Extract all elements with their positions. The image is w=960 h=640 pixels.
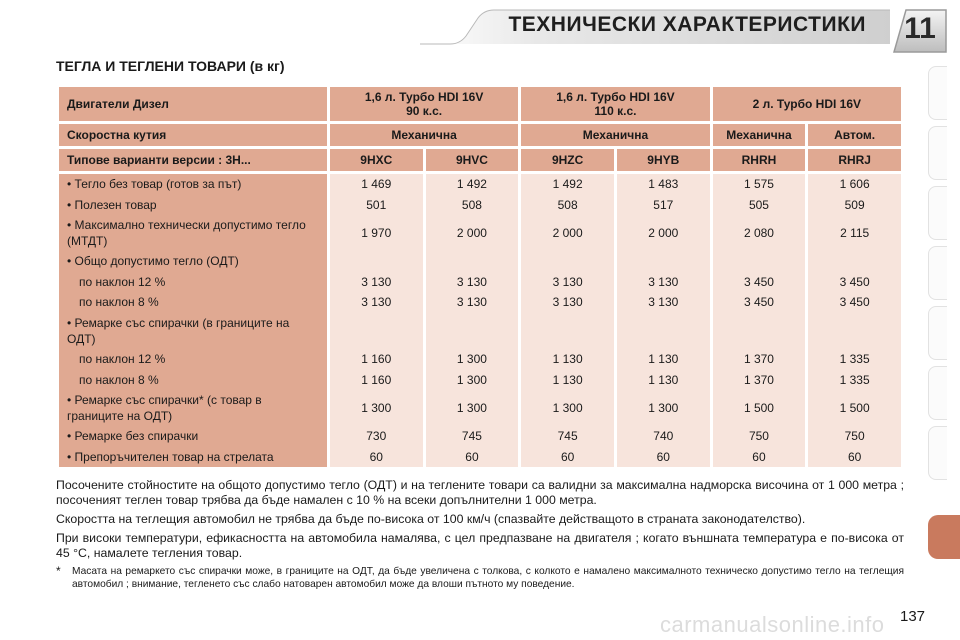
notes-block: [56, 478, 904, 591]
table-cell-value: 3 130: [456, 295, 487, 310]
table-cell-value: 501: [366, 197, 387, 212]
table-cell-value: 1 483: [648, 177, 679, 191]
table-cell-value: 1 575: [743, 177, 774, 191]
engine-power: 110 к.с.: [594, 104, 637, 118]
table-cell-value: 1 970: [361, 226, 392, 241]
table-cell-value: [719, 251, 800, 272]
table-cell-value: 1 606: [839, 177, 870, 191]
table-cell-value: 1 300: [552, 401, 583, 416]
table-cell-value: 508: [557, 197, 578, 212]
side-tab: [928, 366, 947, 420]
table-cell-value: [719, 313, 800, 349]
variant-cell: 9HZC: [521, 149, 614, 171]
table-cell-value: 3 130: [361, 274, 392, 289]
gearbox-cell: Механична: [330, 124, 518, 146]
table-cell-value: 1 130: [648, 351, 679, 366]
table-cell-value: 3 130: [648, 295, 679, 310]
table-cell-value: 1 160: [361, 372, 392, 387]
table-cell-value: 1 300: [456, 351, 487, 366]
table-cell-value: 745: [461, 429, 482, 444]
engine-name: 1,6 л. Турбо HDI 16V: [556, 90, 675, 104]
table-cell-value: 3 130: [552, 295, 583, 310]
engine-cell: [521, 87, 709, 121]
side-tab: [928, 306, 947, 360]
table-cell-value: 60: [465, 449, 479, 464]
engine-cell: [713, 87, 901, 121]
engine-label: Двигатели Дизел: [59, 87, 327, 121]
table-cell-value: 1 492: [552, 177, 583, 191]
variant-cell: RHRH: [713, 149, 806, 171]
row-label: по наклон 12 %: [79, 351, 166, 366]
chapter-title: ТЕХНИЧЕСКИ ХАРАКТЕРИСТИКИ: [508, 13, 866, 36]
watermark: carmanualsonline.info: [660, 612, 885, 637]
table-cell-value: 2 115: [840, 226, 870, 241]
engine-cell: [330, 87, 518, 121]
table-cell-value: 1 492: [456, 177, 487, 191]
table-cell-value: 3 450: [839, 274, 870, 289]
table-cell-value: 1 335: [839, 351, 870, 366]
note-paragraph: Скоростта на теглещия автомобил не трябва да бъде по-висока от 100 км/ч (спазвайте действащото в страната законодателство).: [56, 512, 806, 526]
gearbox-cell: Автом.: [808, 124, 901, 146]
table-cell-value: 1 500: [839, 401, 870, 416]
variant-cell: RHRJ: [808, 149, 901, 171]
gearbox-cell: Механична: [521, 124, 709, 146]
table-cell-value: [527, 251, 608, 272]
table-cell-value: 3 130: [456, 274, 487, 289]
value-column: [713, 174, 806, 467]
row-label: • Ремарке със спирачки* (с товар в границите на ОДТ): [67, 393, 262, 424]
row-label: • Ремарке със спирачки (в границите на ОДТ): [67, 315, 290, 346]
row-label: по наклон 8 %: [79, 295, 159, 310]
side-tab-strip: [928, 66, 960, 586]
table-cell-value: 1 300: [361, 401, 392, 416]
table-cell-value: [814, 313, 895, 349]
value-column: [330, 174, 423, 467]
variant-cell: 9HVC: [426, 149, 519, 171]
table-cell-value: [623, 313, 704, 349]
row-labels: [59, 174, 327, 467]
gearbox-cell: Механична: [713, 124, 806, 146]
table-cell-value: 60: [560, 449, 575, 464]
side-tab-active: [928, 515, 960, 559]
side-tab: [928, 426, 947, 480]
table-cell-value: 1 300: [648, 401, 679, 416]
table-cell-value: [336, 251, 417, 272]
value-column: [617, 174, 710, 467]
table-cell-value: 3 130: [552, 274, 583, 289]
weights-table: [56, 84, 904, 470]
footnote-mark: *: [56, 564, 61, 578]
gearbox-row: [59, 124, 901, 146]
table-cell-value: 2 000: [648, 226, 679, 241]
table-cell-value: 1 130: [648, 372, 679, 387]
table-cell-value: 740: [653, 429, 674, 444]
value-column: [808, 174, 901, 467]
value-column: [426, 174, 519, 467]
row-label: • Тегло без товар (готов за път): [67, 177, 242, 191]
engine-name: 2 л. Турбо HDI 16V: [752, 97, 862, 111]
table-cell-value: [527, 313, 608, 349]
table-cell-value: 3 450: [743, 274, 774, 289]
table-cell-value: 1 370: [743, 372, 774, 387]
side-tab: [928, 66, 947, 120]
table-cell-value: 1 160: [361, 351, 392, 366]
table-cell-value: 3 130: [648, 274, 679, 289]
table-cell-value: 60: [656, 449, 670, 464]
table-cell-value: 1 469: [361, 177, 392, 191]
row-label: по наклон 12 %: [79, 274, 166, 289]
table-cell-value: [432, 313, 513, 349]
page-number: 137: [900, 608, 926, 625]
table-cell-value: 750: [748, 429, 769, 444]
row-label: • Общо допустимо тегло (ОДТ): [67, 254, 239, 269]
table-cell-value: 1 300: [456, 401, 487, 416]
table-cell-value: 3 450: [839, 295, 870, 310]
table-cell-value: 2 000: [552, 226, 583, 241]
row-label: • Препоръчителен товар на стрелата: [67, 449, 274, 464]
table-cell-value: 60: [369, 449, 383, 464]
side-tab: [928, 126, 947, 180]
engine-power: 90 к.с.: [406, 104, 443, 118]
gearbox-label: Скоростна кутия: [59, 124, 327, 146]
note-paragraph: При високи температури, ефикасността на автомобила намалява, с цел предпазване на двигателя ; когато външната температура е по-висока от 45 °C, намалете тегления товар.: [56, 531, 904, 560]
table-cell-value: 1 500: [743, 401, 774, 416]
row-label: • Ремарке без спирачки: [67, 429, 199, 444]
value-column: [521, 174, 614, 467]
variant-cell: 9HXC: [330, 149, 423, 171]
row-label: по наклон 8 %: [79, 372, 159, 387]
table-cell-value: 750: [844, 429, 865, 444]
section-title: ТЕГЛА И ТЕГЛЕНИ ТОВАРИ (в кг): [56, 58, 285, 74]
row-label: • Полезен товар: [67, 197, 157, 212]
footnote-text: Масата на ремаркето със спирачки може, в границите на ОДТ, да бъде увеличена с толкова, с колкото е намалено максималното техническо допустимо тегло на теглещия автомобил ; внимание, тегленето със слабо натоварен автомобил може да влоши пътното му поведение.: [72, 566, 904, 590]
side-tab: [928, 186, 947, 240]
table-cell-value: [623, 251, 704, 272]
side-tab: [928, 246, 947, 300]
table-cell-value: 60: [752, 449, 766, 464]
table-cell-value: [336, 313, 417, 349]
table-cell-value: 509: [844, 197, 865, 212]
table-cell-value: 1 130: [552, 372, 583, 387]
table-cell-value: 60: [847, 449, 862, 464]
table-cell-value: 3 450: [743, 295, 774, 310]
table-cell-value: 2 080: [743, 226, 774, 241]
table-cell-value: 1 370: [743, 351, 774, 366]
row-label: • Максимално технически допустимо тегло (МТДТ): [67, 218, 306, 249]
table-cell-value: 1 335: [839, 372, 870, 387]
table-cell-value: [432, 251, 513, 272]
table-cell-value: 517: [653, 197, 674, 212]
table-cell-value: 730: [366, 429, 387, 444]
engine-name: 1,6 л. Турбо HDI 16V: [364, 90, 484, 104]
table-cell-value: 505: [748, 197, 769, 212]
data-body-row: [59, 174, 901, 467]
variant-row: [59, 149, 901, 171]
variant-label: Типове варианти версии : 3H...: [59, 149, 327, 171]
table-cell-value: 1 300: [456, 372, 487, 387]
footnote: [56, 565, 904, 591]
table-cell-value: [814, 251, 895, 272]
table-cell-value: 2 000: [456, 226, 487, 241]
table-cell-value: 745: [557, 429, 578, 444]
table-cell-value: 3 130: [361, 295, 392, 310]
table-cell-value: 1 130: [552, 351, 583, 366]
chapter-number: 11: [904, 12, 936, 45]
table-cell-value: 508: [461, 197, 482, 212]
variant-cell: 9HYB: [617, 149, 710, 171]
note-paragraph: Посочените стойностите на общото допустимо тегло (ОДТ) и на теглените товари са валидни за максимална надморска височина от 1 000 метра ; посоченият теглен товар трябва да бъде намален с 10 % на всеки допълнителни 1 000 метра.: [56, 478, 904, 507]
engine-row: [59, 87, 901, 121]
